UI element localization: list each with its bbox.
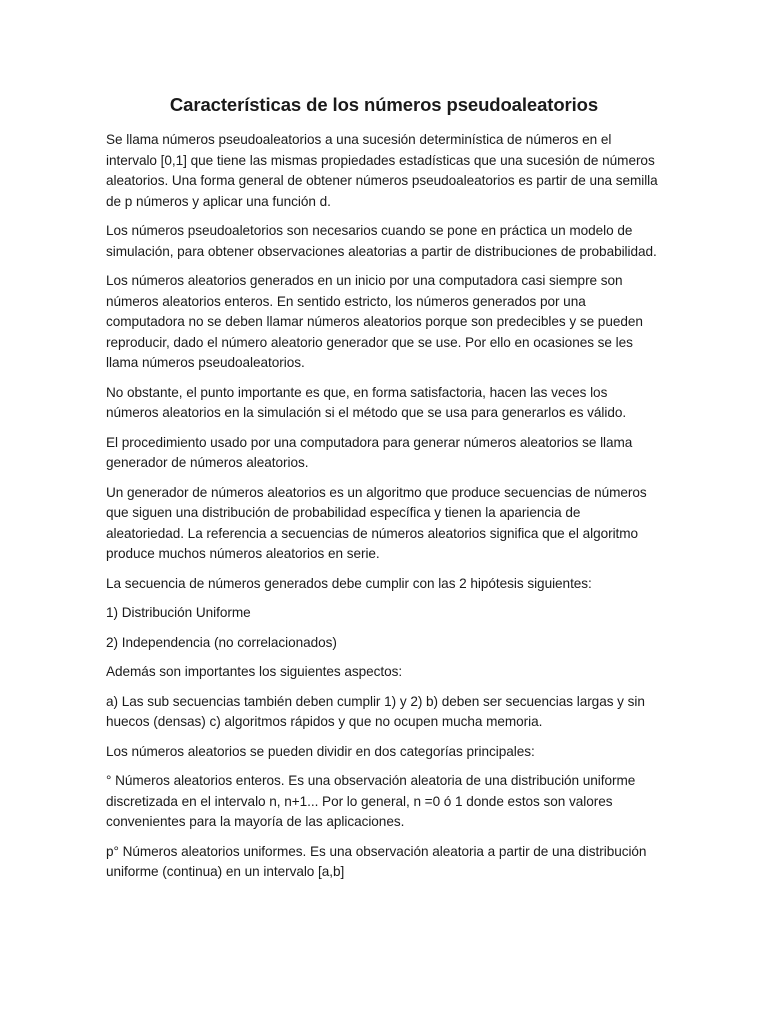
- paragraph-necessity: Los números pseudoaletorios son necesarios cuando se pone en práctica un modelo de simulación, para obtener observaciones aleatorias a partir de distribuciones de probabilidad.: [106, 223, 657, 259]
- paragraph-validity: No obstante, el punto importante es que, en forma satisfactoria, hacen las veces los números aleatorios en la simulación si el método que se usa para generarlos es válido.: [106, 384, 627, 420]
- paragraph-categories-intro: Los números aleatorios se pueden dividir en dos categorías principales:: [106, 743, 535, 759]
- paragraph-definition: Se llama números pseudoaleatorios a una sucesión determinística de números en el intervalo [0,1] que tiene las mismas propiedades estadísticas que una sucesión de números aleatorios. Una forma general de obtener números pseudoaleatorios es partir de una semilla de p números y aplicar una función d.: [106, 132, 658, 209]
- paragraph-generator-definition: El procedimiento usado por una computadora para generar números aleatorios se llama generador de números aleatorios.: [106, 434, 633, 470]
- list-item-uniform-distribution: 1) Distribución Uniforme: [106, 605, 251, 620]
- paragraph-uniform-random-numbers: p° Números aleatorios uniformes. Es una observación aleatoria a partir de una distribución uniforme (continua) en un intervalo [a,b]: [106, 843, 647, 879]
- paragraph-integer-random-numbers: ° Números aleatorios enteros. Es una observación aleatoria de una distribución uniforme discretizada en el intervalo n, n+1... Por lo general, n =0 ó 1 donde estos son valores convenientes para la mayoría de las aplicaciones.: [106, 773, 636, 829]
- list-item-independence: 2) Independencia (no correlacionados): [106, 634, 337, 650]
- paragraph-hypotheses-intro: La secuencia de números generados debe cumplir con las 2 hipótesis siguientes:: [106, 575, 592, 591]
- paragraph-algorithm: Un generador de números aleatorios es un algoritmo que produce secuencias de números que siguen una distribución de probabilidad específica y tienen la apariencia de aleatoriedad. La referencia a secuencias de números aleatorios significa que el algoritmo produce muchos números aleatorios en serie.: [106, 484, 647, 561]
- document-title: Características de los números pseudoaleatorios: [169, 94, 599, 115]
- paragraph-aspects-intro: Además son importantes los siguientes aspectos:: [106, 664, 403, 679]
- paragraph-computer-generated: Los números aleatorios generados en un inicio por una computadora casi siempre son números aleatorios enteros. En sentido estricto, los números generados por una computadora no se deben llamar números aleatorios porque son predecibles y se pueden reproducir, dado el número aleatorio generador que se use. Por ello en ocasiones se les llama números pseudoaleatorios.: [106, 273, 643, 370]
- paragraph-aspects-list: a) Las sub secuencias también deben cumplir 1) y 2) b) deben ser secuencias largas y sin huecos (densas) c) algoritmos rápidos y que no ocupen mucha memoria.: [106, 693, 645, 729]
